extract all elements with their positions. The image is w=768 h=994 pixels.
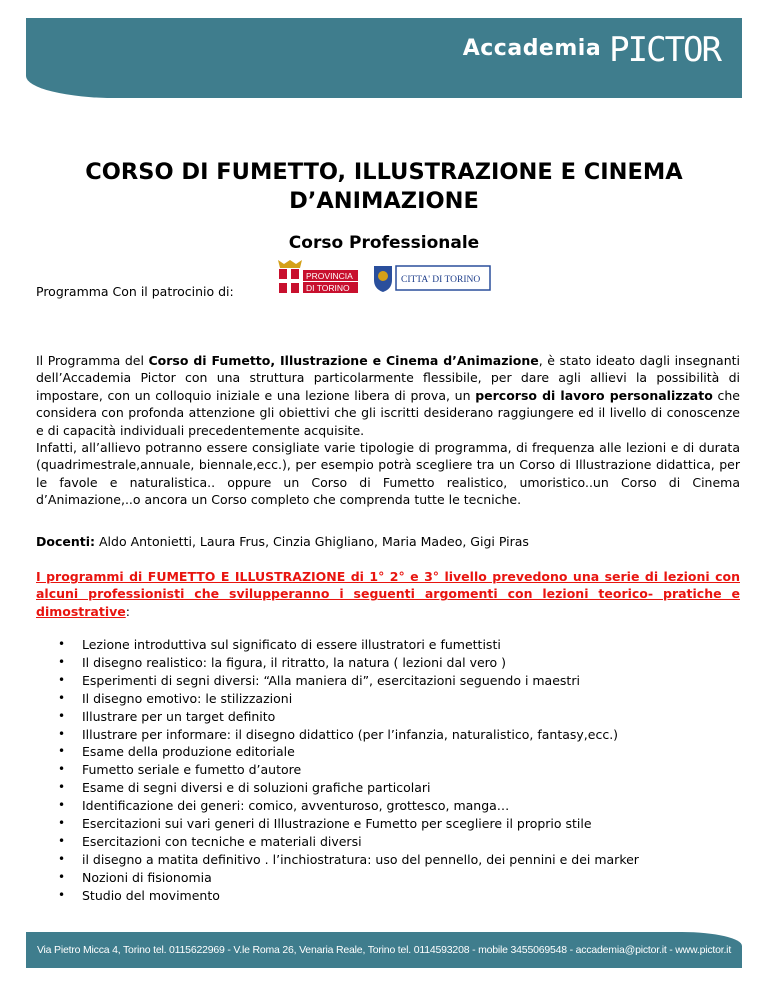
provincia-di-torino-logo [276,258,360,300]
intro-paragraph-1 [36,352,740,439]
list-item: • Il disegno realistico: la figura, il ritratto, la natura ( lezioni dal vero ) [48,654,748,672]
intro-p1-a: Il Programma del [36,353,149,368]
title-line-1: CORSO DI FUMETTO, ILLUSTRAZIONE E CINEMA [85,159,683,185]
logo-pictor-wordmark: PICTOR [609,30,720,70]
citta-logo-text: CITTA' DI TORINO [401,275,481,285]
list-item: • il disegno a matita definitivo . l’inchiostratura: uso del pennello, dei pennini e dei marker [48,851,748,869]
teachers-label: Docenti: [36,534,96,549]
list-item: • Studio del movimento [48,887,748,905]
page-title [0,158,768,216]
teachers-line [36,534,529,549]
programs-intro [36,568,740,620]
list-item: • Lezione introduttiva sul significato di essere illustratori e fumettisti [48,636,748,654]
programs-intro-text: I programmi di FUMETTO E ILLUSTRAZIONE di 1° 2° e 3° livello prevedono una serie di lezioni con alcuni professionisti che svilupperanno i seguenti argomenti con lezioni teorico- pratiche e dimostrative [36,569,740,619]
personalized-path-bold: percorso di lavoro personalizzato [475,387,713,403]
list-item: • Identificazione dei generi: comico, avventuroso, grottesco, manga… [48,797,748,815]
patronage-text: Programma Con il patrocinio di: [36,284,234,299]
list-item: • Nozioni di fisionomia [48,869,748,887]
list-item: • Esercitazioni sui vari generi di Illustrazione e Fumetto per scegliere il proprio stile [48,815,748,833]
topics-list [48,636,748,905]
footer-band [26,932,742,968]
programs-intro-colon: : [125,603,130,619]
list-item: • Esame di segni diversi e di soluzioni grafiche particolari [48,779,748,797]
citta-di-torino-logo [372,262,492,294]
logo-brand-word: Accademia [462,36,602,61]
page-subtitle: Corso Professionale [288,233,480,253]
title-line-2: D’ANIMAZIONE [289,188,479,214]
list-item: • Il disegno emotivo: le stilizzazioni [48,690,748,708]
intro-paragraph-2: Infatti, all’allievo potranno essere consigliate varie tipologie di programma, di frequenza alle lezioni e di durata (quadrimestrale,annuale, biennale,ecc.), per esempio potrà scegliere tra un Corso di Illustrazione didattica, per le favole e naturalistica.. oppure un Corso di Fumetto realistico, umoristico..un Corso di Cinema d’Animazione,..o ancora un Corso completo che comprenda tutte le tecniche. [36,440,740,508]
list-item: • Illustrare per un target definito [48,708,748,726]
intro-p1-c: , è stato ideato dagli insegnanti dell’Accademia Pictor con una struttura particolarmente flessibile, per dare agli allievi la possibilità di impostare, con un colloquio iniziale e una lezione libera di prova, un [36,353,740,403]
provincia-logo-line-1: PROVINCIA [306,271,353,281]
accademia-pictor-logo [462,30,720,70]
intro-p1-e: che considera con profonda attenzione gli obiettivi che gli iscritti desiderano raggiungere ed il livello di conoscenze e di capacità individuali precedentemente acquisite. [36,387,740,438]
list-item: • Illustrare per informare: il disegno didattico (per l’infanzia, naturalistico, fantasy,ecc.) [48,726,748,744]
course-name-bold: Corso di Fumetto, Illustrazione e Cinema d’Animazione [148,353,539,368]
provincia-logo-line-2: DI TORINO [306,283,350,293]
list-item: • Esame della produzione editoriale [48,743,748,761]
list-item: • Esperimenti di segni diversi: “Alla maniera di”, esercitazioni seguendo i maestri [48,672,748,690]
teachers-names: Aldo Antonietti, Laura Frus, Cinzia Ghigliano, Maria Madeo, Gigi Piras [95,534,529,549]
list-item: • Fumetto seriale e fumetto d’autore [48,761,748,779]
list-item: • Esercitazioni con tecniche e materiali diversi [48,833,748,851]
footer-contact-text: Via Pietro Micca 4, Torino tel. 0115622969 - V.le Roma 26, Venaria Reale, Torino tel. 0114593208 - mobile 3455069548 - accademia@pictor.it - www.pictor.it [36,944,732,956]
intro-section [36,352,740,509]
